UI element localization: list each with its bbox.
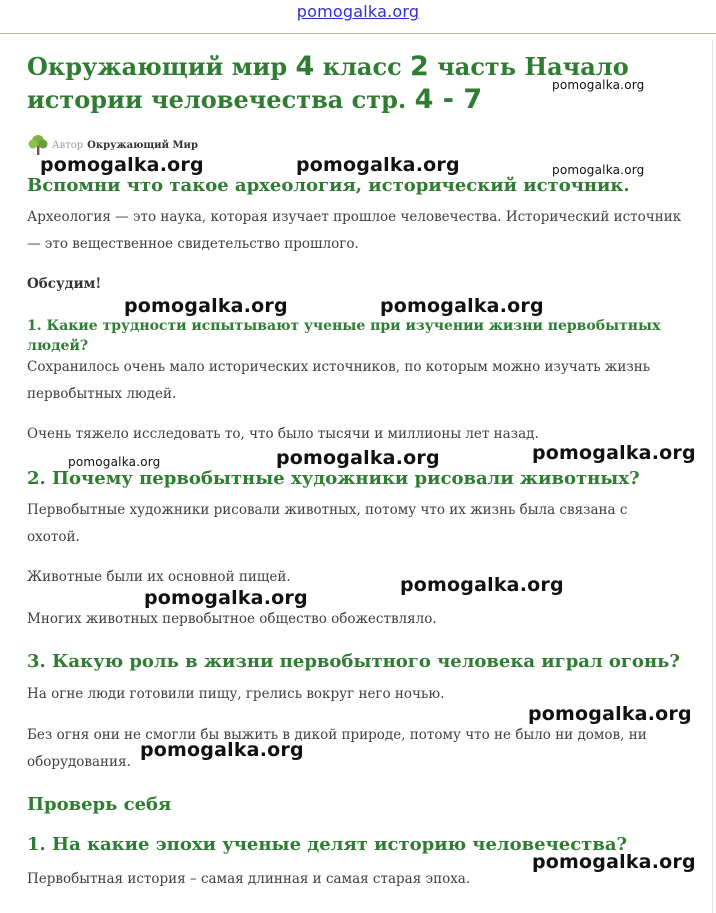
tree-icon bbox=[28, 134, 48, 156]
watermark: pomogalka.org bbox=[380, 295, 544, 317]
question-2-text-4: Многих животных первобытное общество обожествляло. bbox=[27, 611, 437, 627]
watermark: pomogalka.org bbox=[276, 447, 440, 469]
title-part-2: класс bbox=[314, 52, 411, 81]
question-2-heading: 2. Почему первобытные художники рисовали животных? bbox=[27, 468, 640, 489]
watermark: pomogalka.org bbox=[296, 154, 460, 176]
author-name[interactable]: Окружающий Мир bbox=[87, 139, 198, 151]
question-3-text-2: Без огня они не смогли бы выжить в дикой природе, потому что не было ни домов, ни bbox=[27, 727, 647, 743]
watermark: pomogalka.org bbox=[552, 78, 645, 92]
title-part-3: часть Начало истории человечества стр. bbox=[27, 52, 629, 114]
question-3-text-3: оборудования. bbox=[27, 754, 131, 770]
author-line bbox=[28, 134, 198, 156]
question-2-text-2: охотой. bbox=[27, 529, 80, 545]
question-2-text-3: Животные были их основной пищей. bbox=[27, 569, 291, 585]
header-divider bbox=[0, 33, 716, 34]
watermark: pomogalka.org bbox=[552, 163, 645, 177]
site-logo-link[interactable]: pomogalka.org bbox=[296, 2, 420, 21]
question-2-text-1: Первобытные художники рисовали животных, потому что их жизнь была связана с bbox=[27, 502, 628, 518]
check-question-1-heading: 1. На какие эпохи ученые делят историю человечества? bbox=[27, 834, 628, 855]
recall-text-1: Археология — это наука, которая изучает прошлое человечества. Исторический источник bbox=[27, 209, 682, 225]
question-3-text-1: На огне люди готовили пищу, грелись вокруг него ночью. bbox=[27, 686, 445, 702]
sidebar-divider bbox=[712, 40, 713, 913]
watermark: pomogalka.org bbox=[68, 455, 161, 469]
watermark: pomogalka.org bbox=[528, 703, 692, 725]
question-1-text-1: Сохранилось очень мало исторических источников, по которым можно изучать жизнь bbox=[27, 359, 651, 375]
watermark: pomogalka.org bbox=[40, 154, 204, 176]
title-part-1: Окружающий мир bbox=[27, 52, 296, 81]
watermark: pomogalka.org bbox=[532, 851, 696, 873]
title-part-number: 2 bbox=[410, 51, 429, 82]
question-1-heading: 1. Какие трудности испытывают ученые при изучении жизни первобытных людей? bbox=[27, 318, 661, 354]
watermark: pomogalka.org bbox=[124, 295, 288, 317]
title-pages: 4 - 7 bbox=[414, 84, 483, 115]
title-grade: 4 bbox=[295, 51, 315, 82]
site-header bbox=[0, 0, 716, 32]
watermark: pomogalka.org bbox=[400, 574, 564, 596]
watermark: pomogalka.org bbox=[140, 739, 304, 761]
recall-heading: Вспомни что такое археология, исторический источник. bbox=[27, 175, 630, 196]
check-question-1-text-1: Первобытная история – самая длинная и самая старая эпоха. bbox=[27, 871, 471, 887]
recall-text-2: — это вещественное свидетельство прошлого. bbox=[27, 236, 359, 252]
question-1-text-2: первобытных людей. bbox=[27, 386, 177, 402]
question-3-heading: 3. Какую роль в жизни первобытного человека играл огонь? bbox=[27, 651, 680, 672]
check-yourself-heading: Проверь себя bbox=[27, 794, 172, 815]
watermark: pomogalka.org bbox=[532, 442, 696, 464]
author-prefix: Автор bbox=[52, 139, 84, 151]
discuss-label: Обсудим! bbox=[27, 276, 102, 292]
question-1-text-3: Очень тяжело исследовать то, что было тысячи и миллионы лет назад. bbox=[27, 426, 539, 442]
watermark: pomogalka.org bbox=[144, 587, 308, 609]
